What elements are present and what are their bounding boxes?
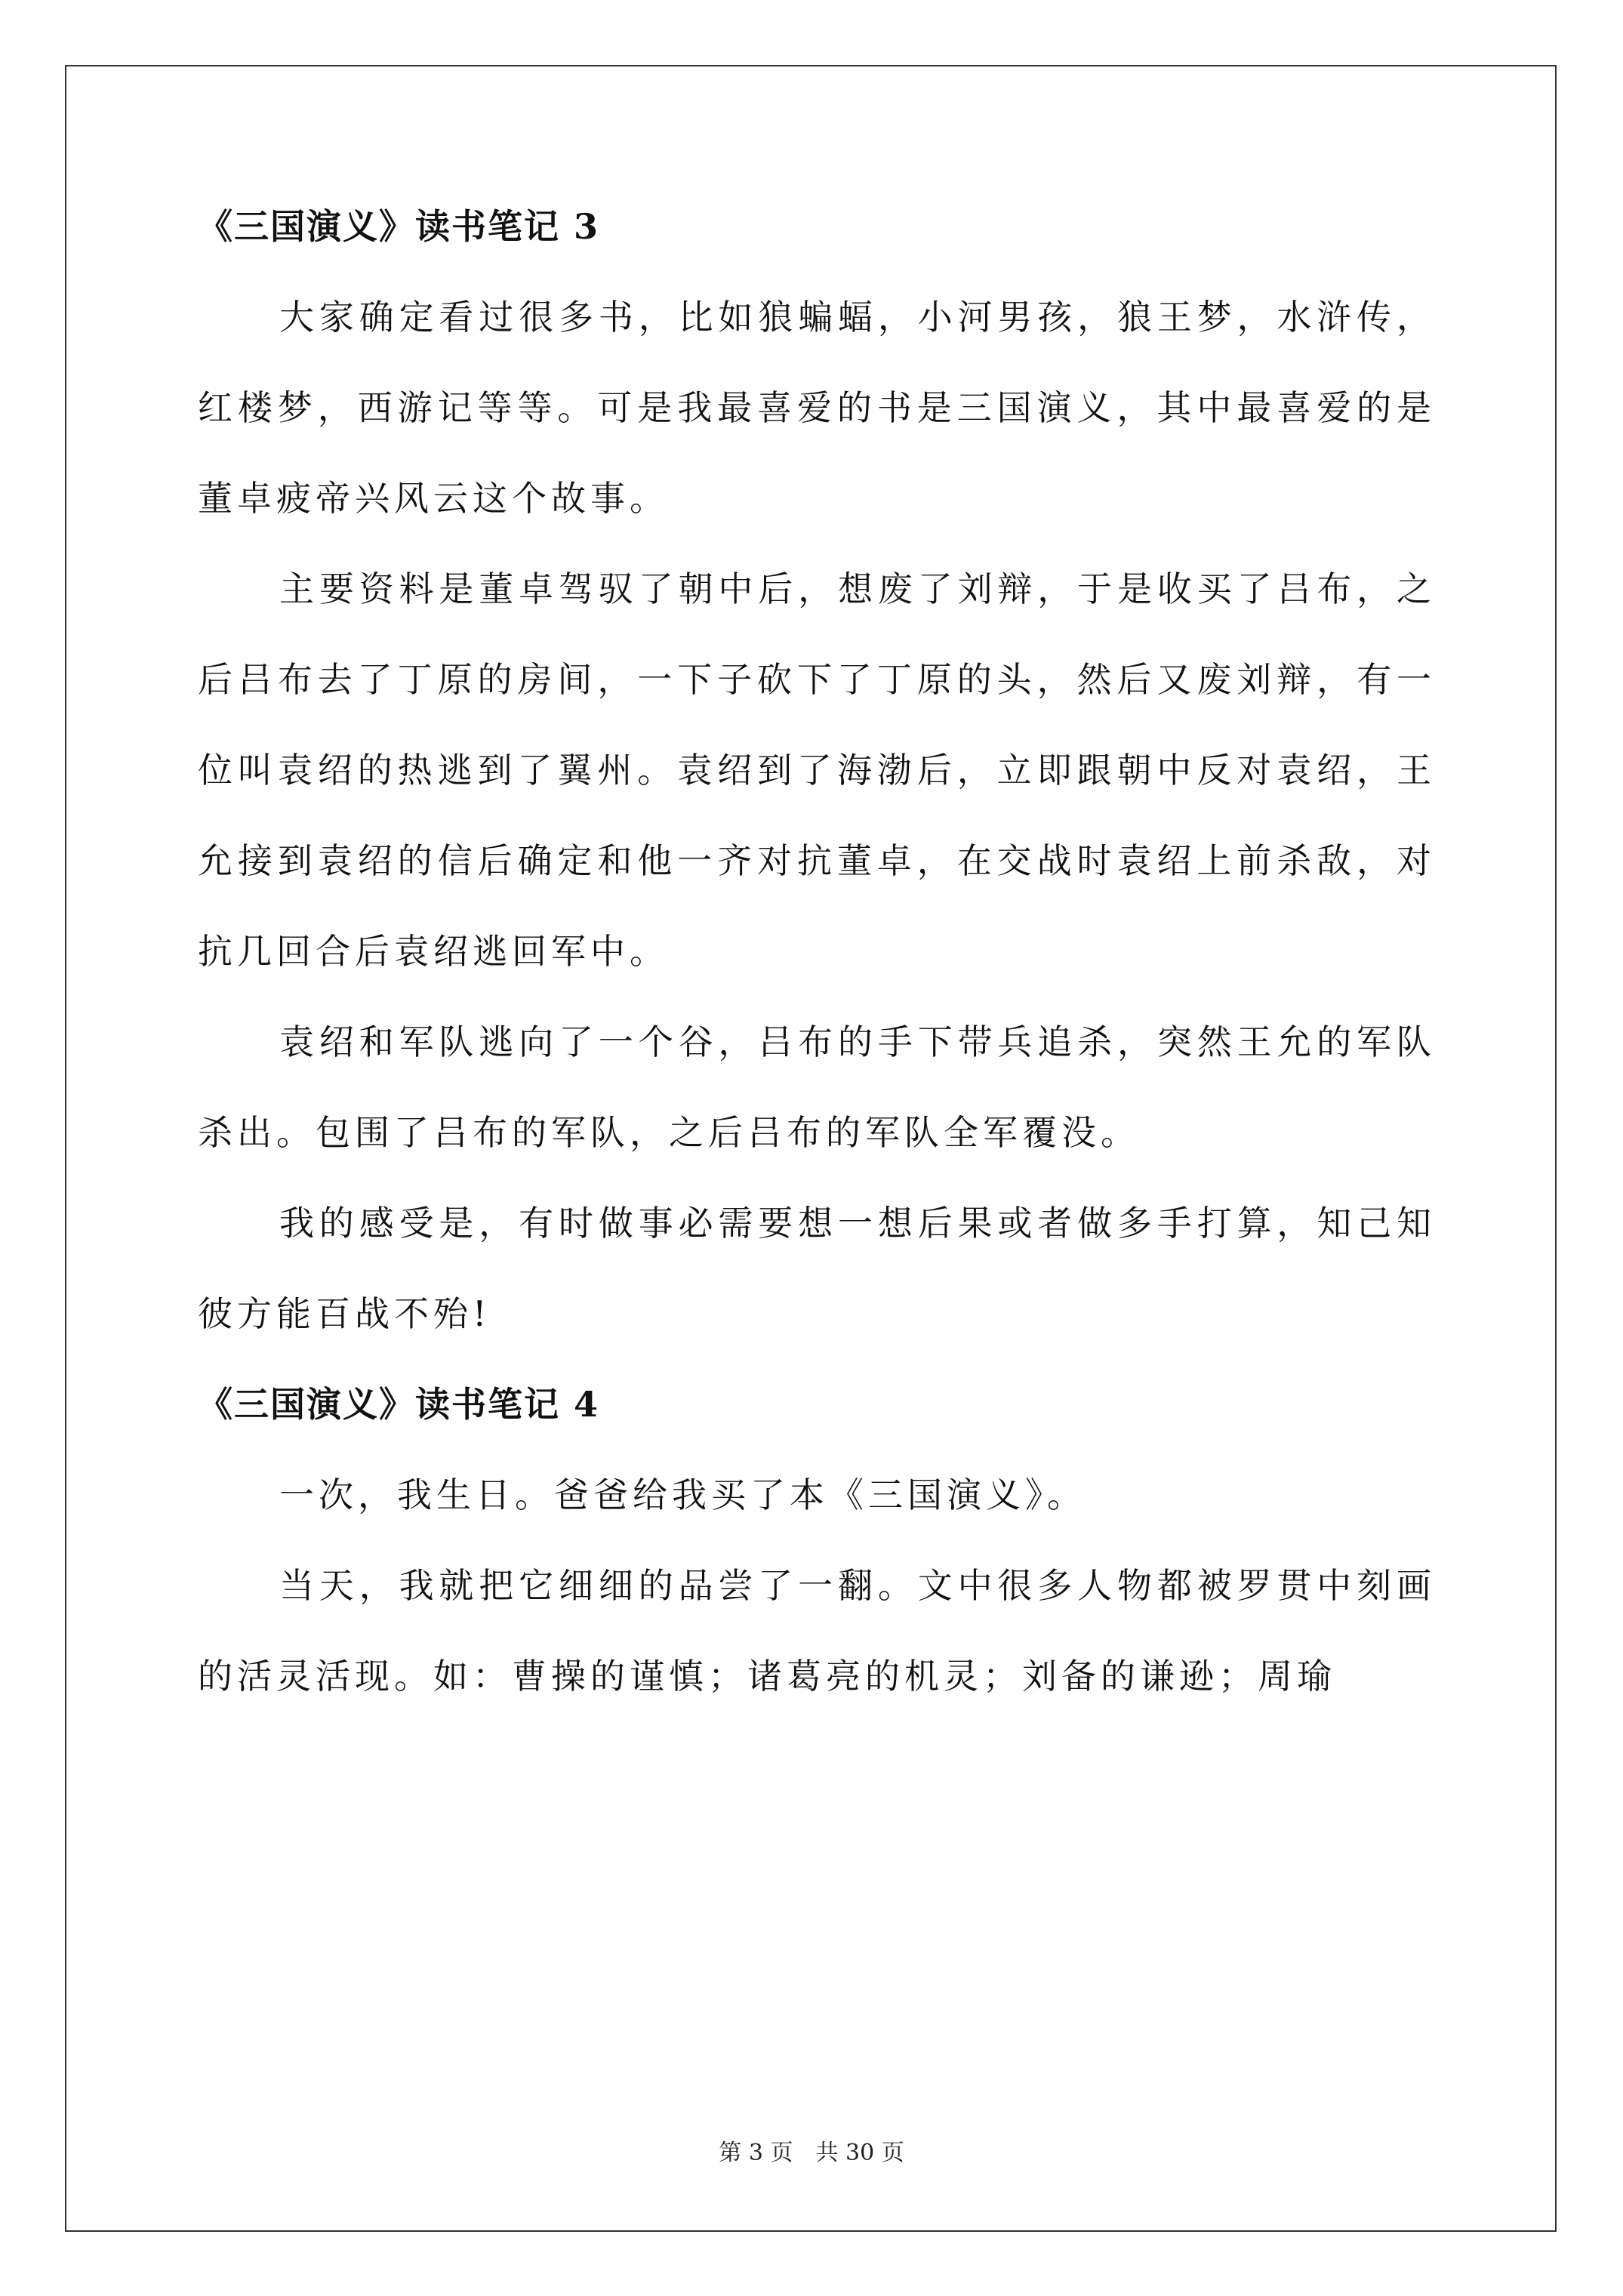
paragraph: 大家确定看过很多书，比如狼蝙蝠，小河男孩，狼王梦，水浒传，红楼梦，西游记等等。可是我最喜爱的书是三国演义，其中最喜爱的是董卓疲帝兴风云这个故事。 — [198, 297, 1436, 519]
page-number-footer: 第 3 页 共 30 页 — [719, 2140, 904, 2166]
paragraph: 袁绍和军队逃向了一个谷，吕布的手下带兵追杀，突然王允的军队杀出。包围了吕布的军队，之后吕布的军队全军覆没。 — [198, 1022, 1436, 1153]
document-body — [198, 181, 1436, 1721]
paragraph: 主要资料是董卓驾驭了朝中后，想废了刘辩，于是收买了吕布，之后吕布去了丁原的房间，一下子砍下了丁原的头，然后又废刘辩，有一位叫袁绍的热逃到了翼州。袁绍到了海渤后，立即跟朝中反对袁绍，王允接到袁绍的信后确定和他一齐对抗董卓，在交战时袁绍上前杀敌，对抗几回合后袁绍逃回军中。 — [198, 569, 1436, 972]
paragraph: 一次，我生日。爸爸给我买了本《三国演义》。 — [279, 1475, 1086, 1515]
paragraph: 我的感受是，有时做事必需要想一想后果或者做多手打算，知己知彼方能百战不殆! — [198, 1203, 1436, 1334]
section-4 — [198, 1359, 1436, 1721]
section-title: 《三国演义》读书笔记 3 — [198, 206, 600, 247]
section-3 — [198, 181, 1436, 1359]
paragraph: 当天，我就把它细细的品尝了一翻。文中很多人物都被罗贯中刻画的活灵活现。如：曹操的谨慎；诸葛亮的机灵；刘备的谦逊；周瑜 — [198, 1565, 1436, 1697]
section-title: 《三国演义》读书笔记 4 — [198, 1384, 600, 1425]
